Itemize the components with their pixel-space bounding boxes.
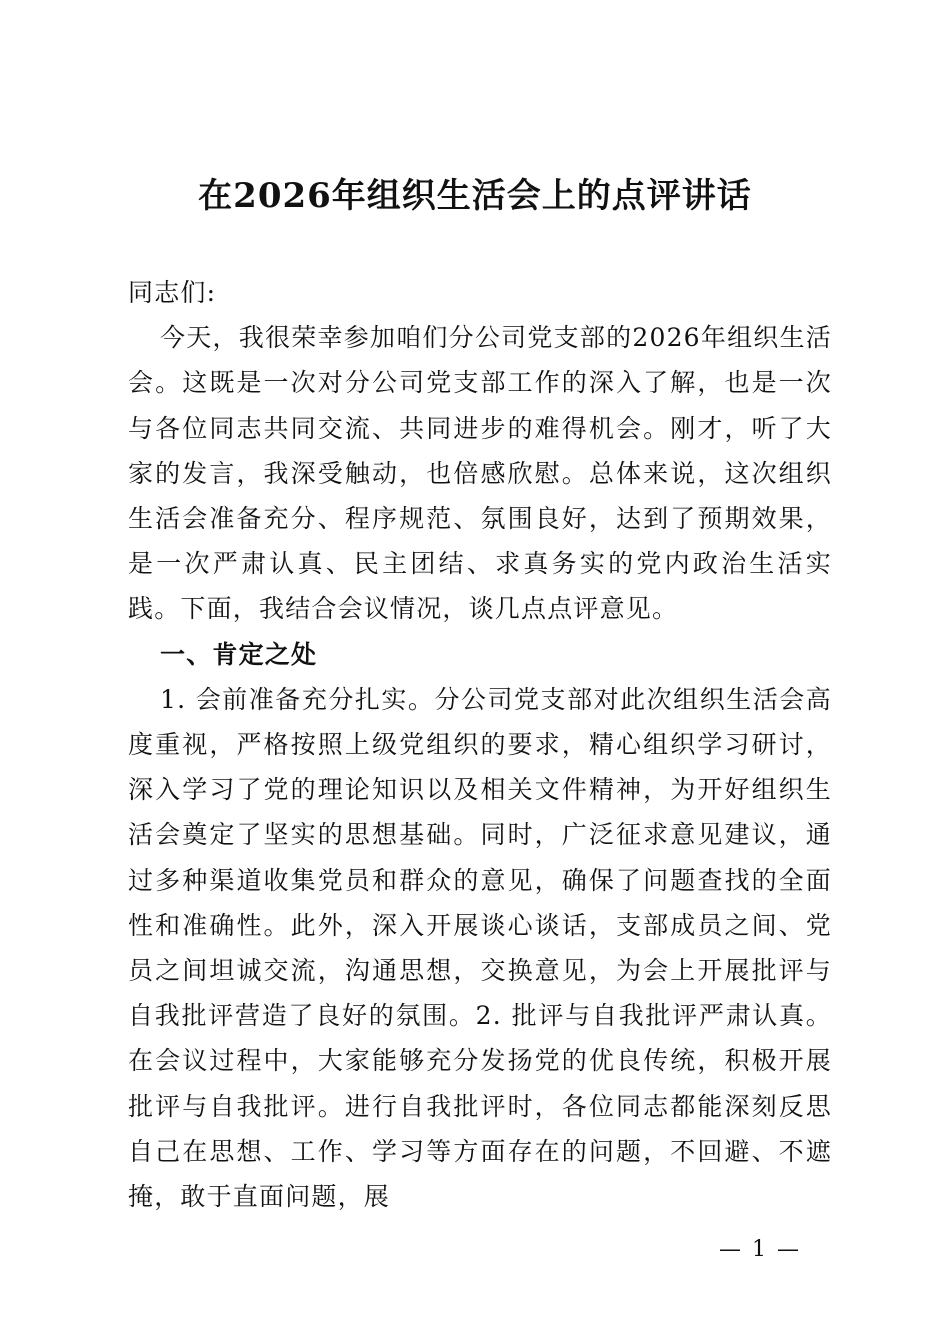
section-heading: 一、肯定之处	[160, 639, 318, 669]
section-paragraph: 1. 会前准备充分扎实。分公司党支部对此次组织生活会高度重视，严格按照上级党组织的要求，精心组织学习研讨，深入学习了党的理论知识以及相关文件精神，为开好组织生活会奠定了坚实的思想基础。同时，广泛征求意见建议，通过多种渠道收集党员和群众的意见，确保了问题查找的全面性和准确性。此外，深入开展谈心谈话，支部成员之间、党员之间坦诚交流，沟通思想，交换意见，为会上开展批评与自我批评营造了良好的氛围。2. 批评与自我批评严肃认真。在会议过程中，大家能够充分发扬党的优良传统，积极开展批评与自我批评。进行自我批评时，各位同志都能深刻反思自己在思想、工作、学习等方面存在的问题，不回避、不遮掩，敢于直面问题，展	[128, 684, 832, 1212]
page-number: — 1 —	[719, 1237, 801, 1262]
document-title: 在2026年组织生活会上的点评讲话	[198, 176, 752, 216]
salutation: 同志们:	[128, 278, 217, 307]
intro-paragraph: 今天，我很荣幸参加咱们分公司党支部的2026年组织生活会。这既是一次对分公司党支部工作的深入了解，也是一次与各位同志共同交流、共同进步的难得机会。刚才，听了大家的发言，我深受触动，也倍感欣慰。总体来说，这次组织生活会准备充分、程序规范、氛围良好，达到了预期效果，是一次严肃认真、民主团结、求真务实的党内政治生活实践。下面，我结合会议情况，谈几点点评意见。	[128, 323, 832, 624]
document-body	[128, 270, 832, 1219]
